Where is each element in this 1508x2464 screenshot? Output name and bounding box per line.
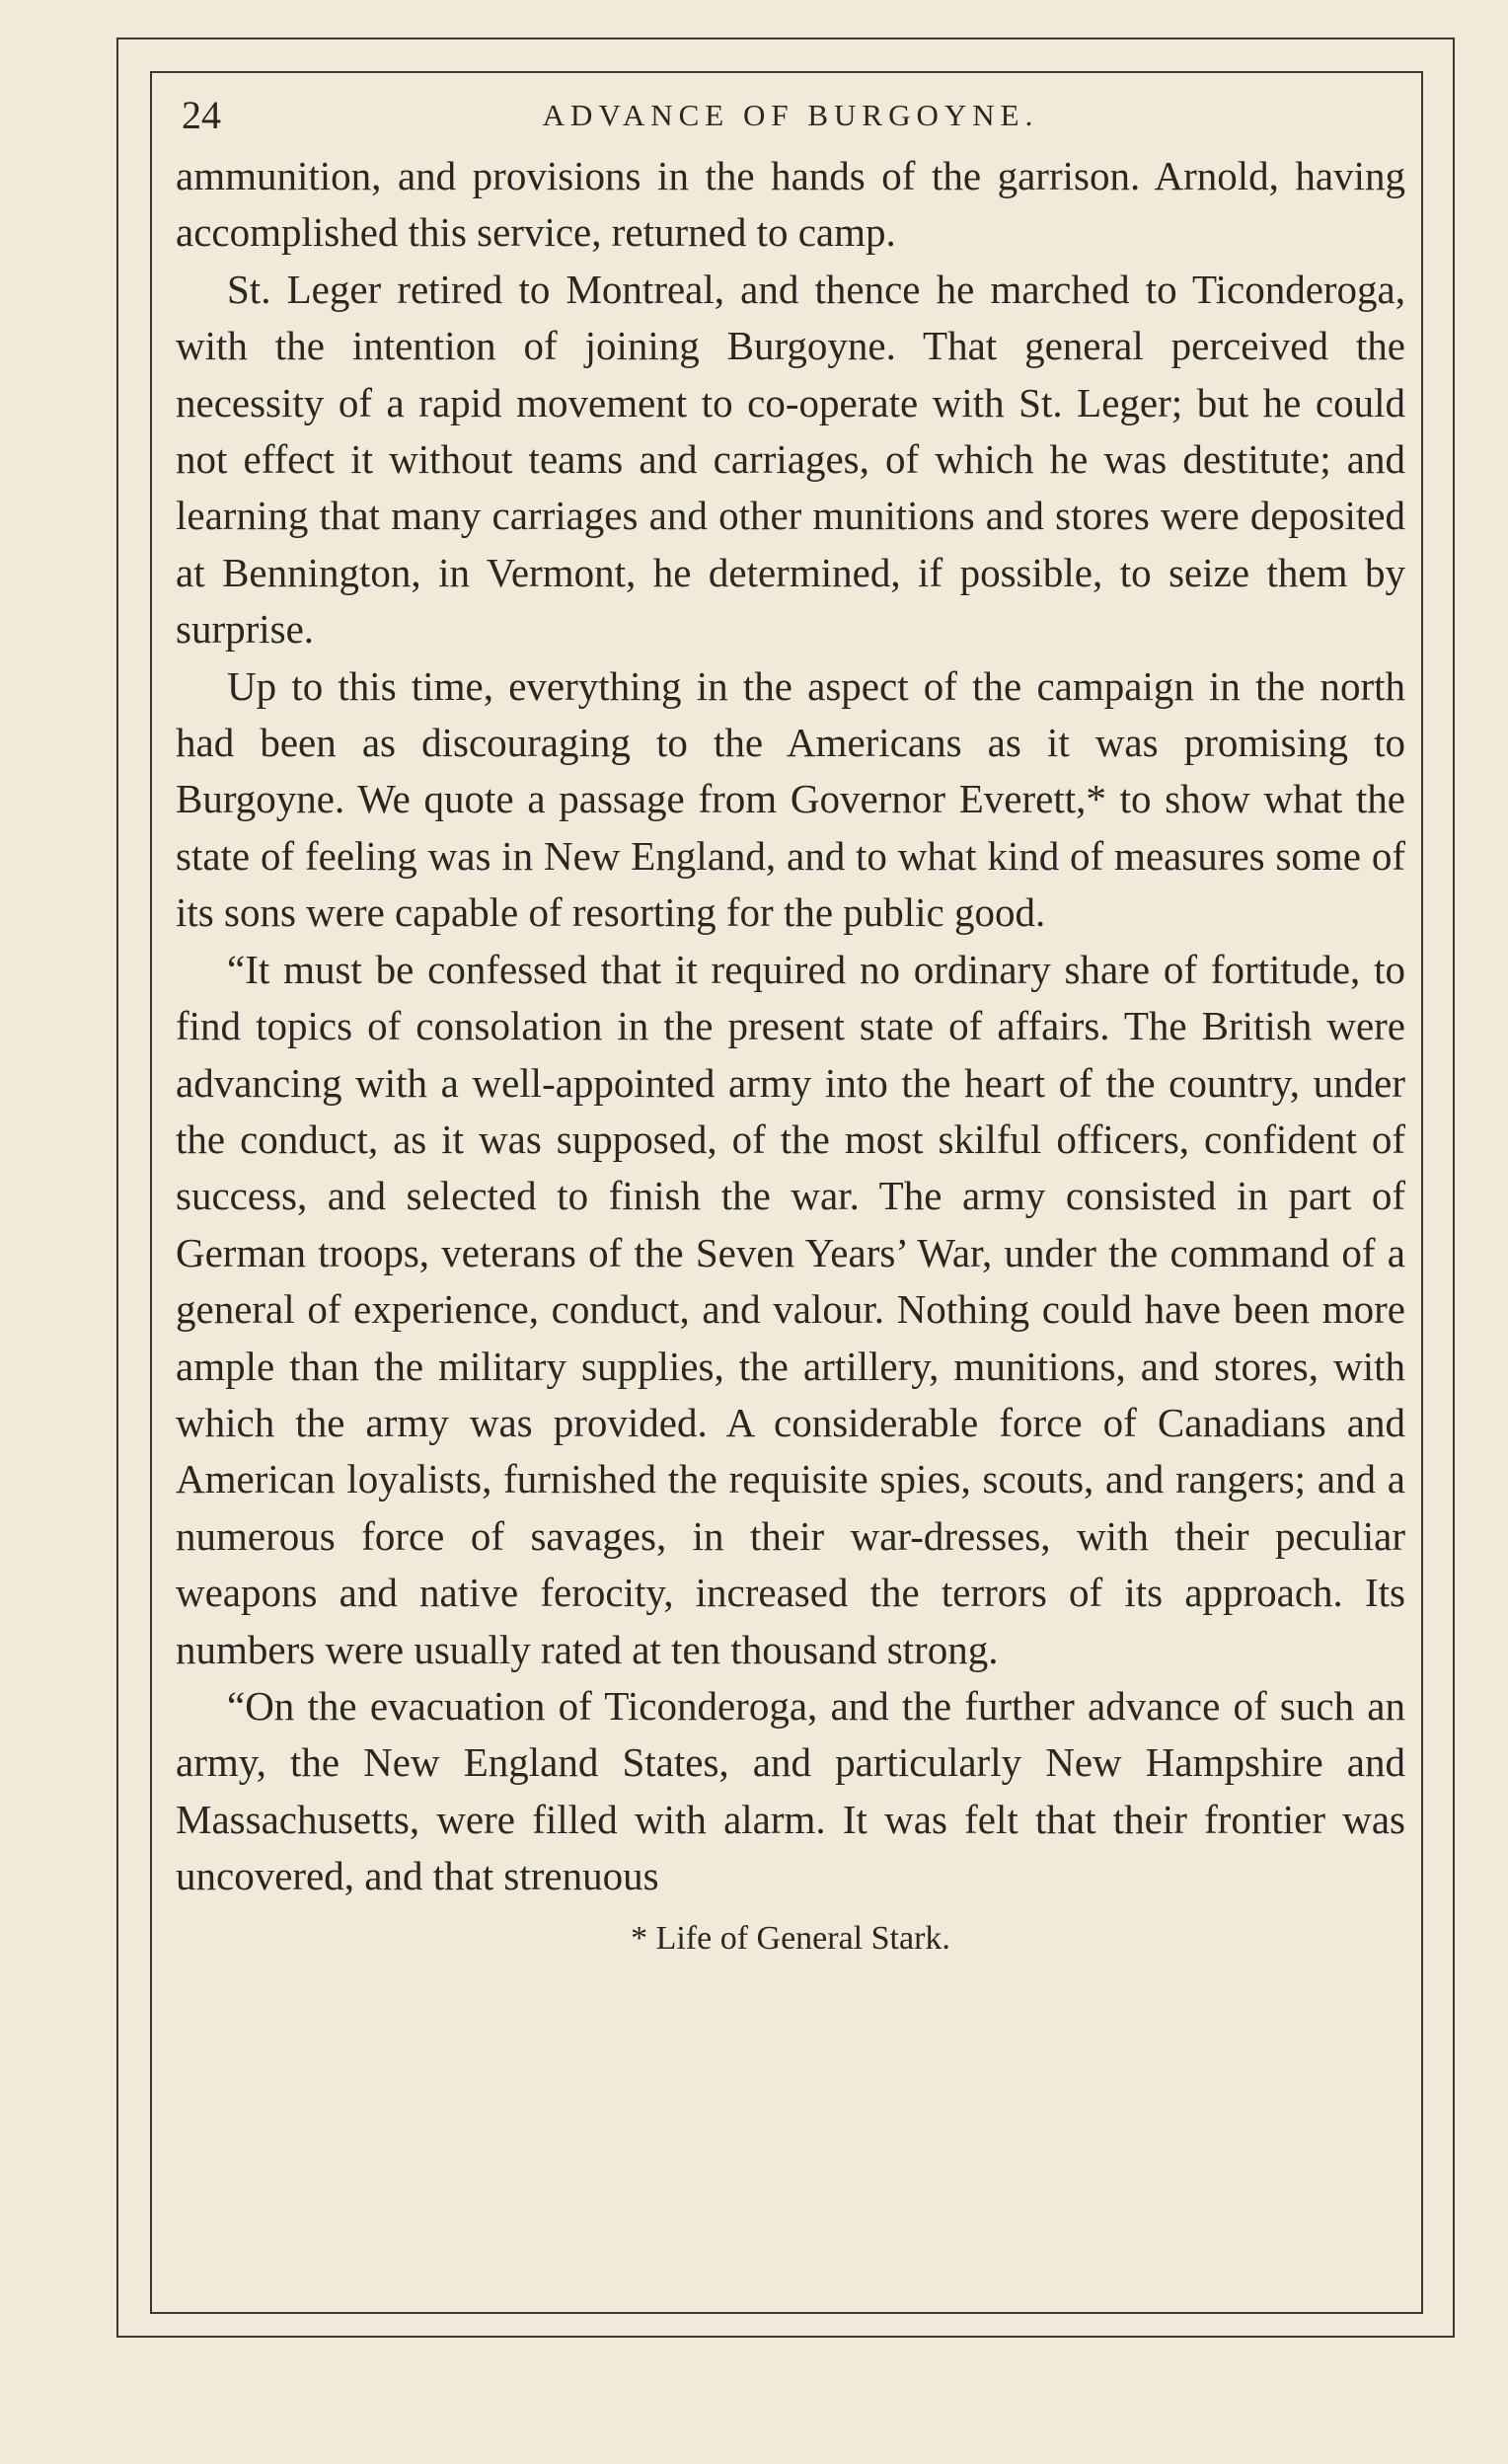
- page-header: [176, 83, 1405, 148]
- paragraph-quotation-evacuation: “On the evacuation of Ticonderoga, and the further advance of such an army, the New England States, and particularly New Hampshire and Massachusetts, were filled with alarm. It was felt that their frontier was uncovered, and that strenuous: [176, 1682, 1405, 1899]
- paragraph-campaign: Up to this time, everything in the aspect of the campaign in the north had been as discouraging to the Americans as it was promising to Burgoyne. We quote a passage from Governor Everett,* to show what the state of feeling was in New England, and to what kind of measures some of its sons were capable of resorting for the public good.: [176, 662, 1405, 936]
- paragraph-quotation-fortitude: “It must be confessed that it required no ordinary share of fortitude, to find topics of consolation in the present state of affairs. The British were advancing with a well-appointed army into the heart of the country, under the conduct, as it was supposed, of the most skilful officers, confident of success, and selected to finish the war. The army consisted in part of German troops, veterans of the Seven Years’ War, under the command of a general of experience, conduct, and valour. Nothing could have been more ample than the military supplies, the artillery, munitions, and stores, with which the army was provided. A considerable force of Canadians and American loyalists, furnished the requisite spies, scouts, and rangers; and a numerous force of savages, in their war-dresses, with their peculiar weapons and native ferocity, increased the terrors of its approach. Its numbers were usually rated at ten thousand strong.: [176, 946, 1405, 1672]
- running-head: ADVANCE OF BURGOYNE.: [542, 98, 1039, 132]
- footnote: * Life of General Stark.: [631, 1919, 950, 1957]
- paragraph-st-leger: St. Leger retired to Montreal, and thence he marched to Ticonderoga, with the intention of joining Burgoyne. That general perceived the necessity of a rapid movement to co-operate with St. Leger; but he could not effect it without teams and carriages, of which he was destitute; and learning that many carriages and other munitions and stores were deposited at Bennington, in Vermont, he determined, if possible, to seize them by surprise.: [176, 266, 1405, 653]
- paragraph-continuation: ammunition, and provisions in the hands of the garrison. Arnold, having accomplished this service, returned to camp.: [176, 153, 1405, 256]
- page-content: [176, 83, 1405, 1961]
- page-number: 24: [182, 93, 221, 137]
